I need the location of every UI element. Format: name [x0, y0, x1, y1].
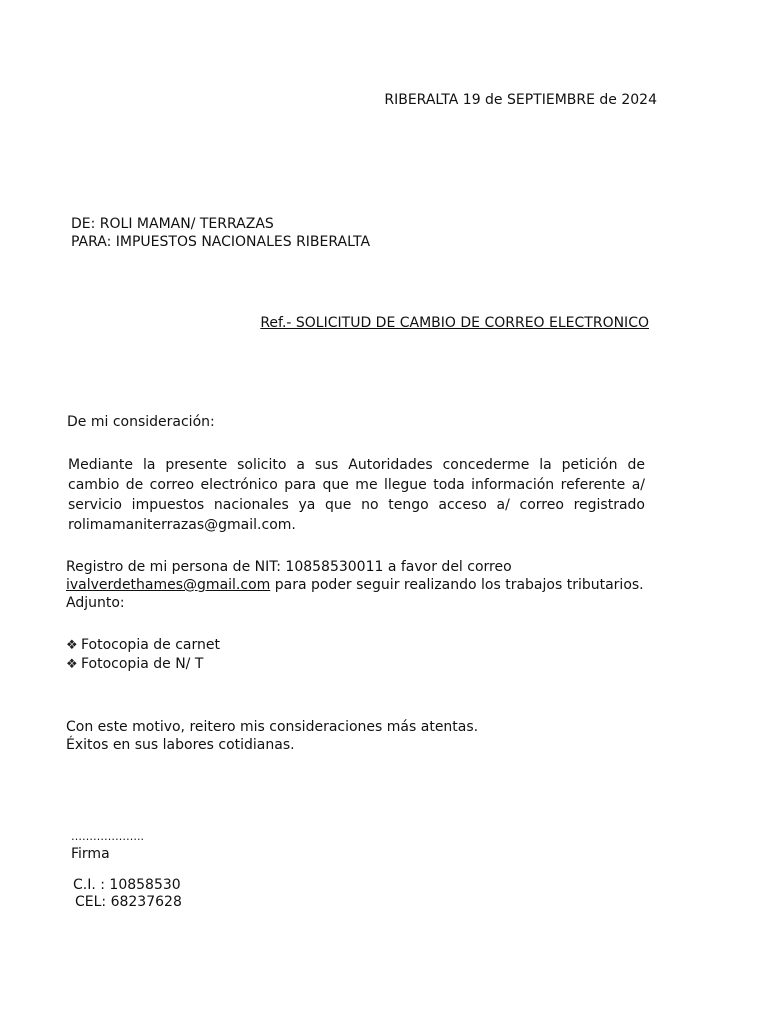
body-line: Mediante la presente solicito a sus Autoridades concederme la petición de	[68, 457, 645, 473]
greeting: De mi consideración:	[67, 414, 215, 430]
letter-date: RIBERALTA 19 de SEPTIEMBRE de 2024	[384, 92, 657, 108]
closing-line: Éxitos en sus labores cotidianas.	[66, 737, 295, 753]
sender-line: DE: ROLI MAMAN/ TERRAZAS	[71, 216, 274, 232]
registration-rest: para poder seguir realizando los trabajos tributarios.	[270, 577, 644, 593]
registration-line: Registro de mi persona de NIT: 10858530011 a favor del correo	[66, 559, 512, 575]
body-line: servicio impuestos nacionales ya que no tengo acceso a/ correo registrado	[68, 497, 645, 513]
attachment-label: Adjunto:	[66, 595, 125, 611]
attachment-text: Fotocopia de N/ T	[81, 656, 204, 672]
registration-email-line	[66, 576, 644, 594]
ci-number: C.I. : 10858530	[73, 877, 181, 893]
signature-label: Firma	[71, 846, 110, 862]
body-line: rolimamaniterrazas@gmail.com.	[68, 517, 296, 533]
attachment-text: Fotocopia de carnet	[81, 637, 220, 653]
closing-line: Con este motivo, reitero mis consideraciones más atentas.	[66, 719, 479, 735]
recipient-line: PARA: IMPUESTOS NACIONALES RIBERALTA	[71, 234, 371, 250]
body-paragraph	[68, 455, 645, 535]
attachment-item	[66, 636, 220, 655]
body-line: cambio de correo electrónico para que me llegue toda información referente a/	[68, 477, 645, 493]
reference-subject: Ref.- SOLICITUD DE CAMBIO DE CORREO ELECTRONICO	[260, 315, 649, 331]
email-link[interactable]: ivalverdethames@gmail.com	[66, 577, 271, 593]
diamond-bullet-icon: ❖	[66, 638, 78, 653]
attachment-item	[66, 655, 203, 674]
phone-number: CEL: 68237628	[75, 894, 182, 910]
signature-dots: ………………..	[71, 830, 144, 843]
diamond-bullet-icon: ❖	[66, 657, 78, 672]
